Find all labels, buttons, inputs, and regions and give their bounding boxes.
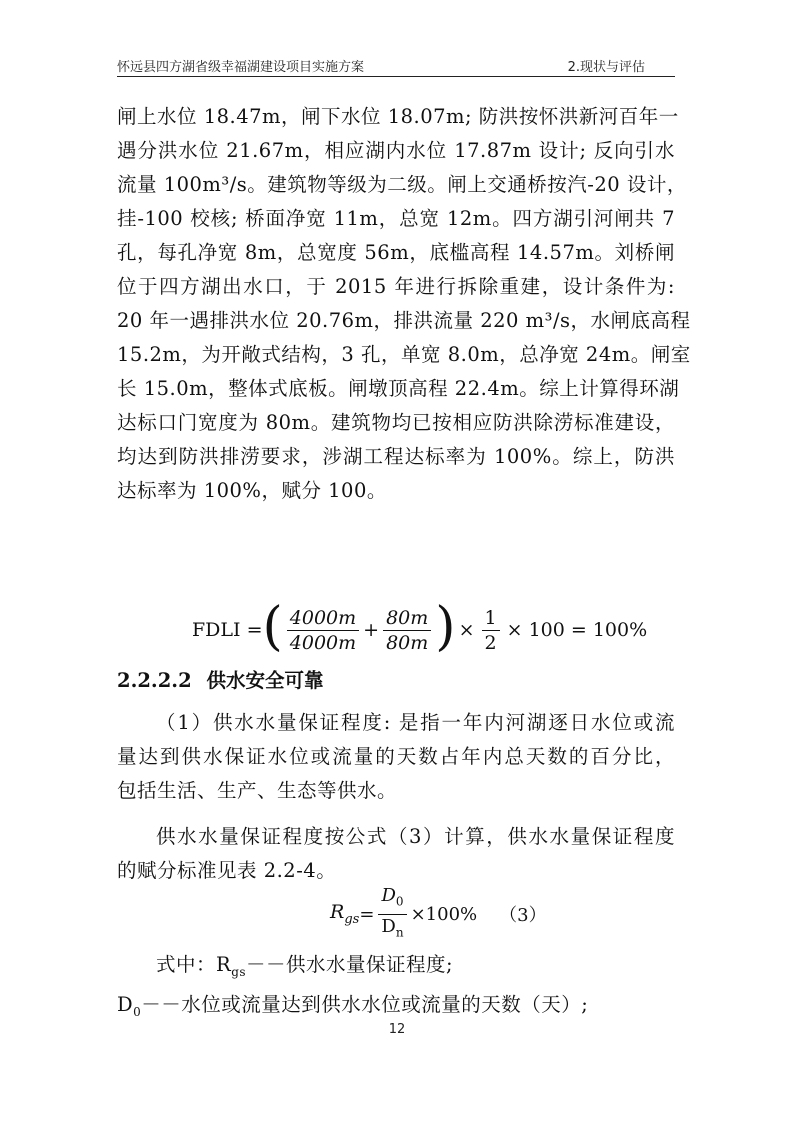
fdli-formula bbox=[192, 597, 648, 660]
text-line: 流量 100m³/s。建筑物等级为二级。闸上交通桥按汽-20 设计， bbox=[117, 173, 687, 196]
paragraph-flood-standards bbox=[117, 100, 691, 508]
formula-lhs: FDLI = bbox=[192, 619, 263, 641]
paragraph-water-supply bbox=[117, 706, 675, 888]
formula-label: （3） bbox=[499, 905, 547, 927]
definition-line: 式中：$R_{gs}--$供水水量保证程度; bbox=[156, 953, 454, 979]
fraction bbox=[383, 606, 431, 655]
left-paren: ( bbox=[262, 597, 283, 657]
header-chapter-title: 2.现状与评估 bbox=[567, 60, 645, 75]
fraction-numerator: 1 bbox=[482, 606, 500, 631]
fraction-numerator: 4000m bbox=[287, 606, 359, 631]
fraction-denominator: 4000m bbox=[289, 631, 357, 654]
plus-sign: + bbox=[363, 619, 380, 641]
rgs-formula bbox=[330, 884, 547, 944]
definition-line: $D_0--$水位或流量达到供水水位或流量的天数（天）; bbox=[117, 993, 589, 1019]
fraction-denominator: 2 bbox=[484, 631, 497, 654]
symbol-definitions bbox=[117, 948, 675, 1022]
fraction bbox=[482, 606, 500, 655]
formula-rest: ×100% bbox=[410, 903, 478, 925]
text-line: 15.2m，为开敞式结构，3 孔，单宽 8.0m，总净宽 24m。闸室 bbox=[117, 343, 691, 366]
text-line: 位于四方湖出水口，于 2015 年进行拆除重建，设计条件为: bbox=[117, 275, 675, 298]
text-line: 的赋分标准见表 2.2-4。 bbox=[117, 859, 337, 882]
page-number: 12 bbox=[388, 1022, 406, 1037]
fraction-denominator: $D_n$ bbox=[381, 915, 404, 940]
right-paren: ) bbox=[435, 597, 456, 657]
times-sign: × bbox=[458, 619, 475, 641]
text-line: （1）供水水量保证程度: 是指一年内河湖逐日水位或流 bbox=[156, 711, 675, 734]
text-line: 20 年一遇排洪水位 20.76m，排洪流量 220 m³/s，水闸底高程 bbox=[117, 309, 691, 332]
equals-sign: = bbox=[359, 903, 375, 925]
header-document-title: 怀远县四方湖省级幸福湖建设项目实施方案 bbox=[117, 60, 365, 75]
section-number: 2.2.2.2 bbox=[117, 669, 192, 692]
text-line: 供水水量保证程度按公式（3）计算，供水水量保证程度 bbox=[156, 825, 675, 848]
text-line: 达标口门宽度为 80m。建筑物均已按相应防洪除涝标准建设， bbox=[117, 411, 675, 434]
text-line: 孔，每孔净宽 8m，总宽度 56m，底槛高程 14.57m。刘桥闸 bbox=[117, 241, 675, 264]
fraction bbox=[287, 606, 359, 655]
fraction bbox=[378, 884, 406, 944]
text-line: 长 15.0m，整体式底板。闸墩顶高程 22.4m。综上计算得环湖 bbox=[117, 377, 680, 400]
text-line: 均达到防洪排涝要求，涉湖工程达标率为 100%。综上，防洪 bbox=[117, 445, 675, 468]
fraction-numerator: $D_0$ bbox=[378, 884, 406, 915]
fraction-denominator: 80m bbox=[386, 631, 429, 654]
section-title: 供水安全可靠 bbox=[206, 669, 324, 692]
formula-rest: × 100 = 100% bbox=[506, 619, 648, 641]
section-heading bbox=[117, 665, 323, 693]
text-line: 遇分洪水位 21.67m，相应湖内水位 17.87m 设计; 反向引水 bbox=[117, 139, 675, 162]
text-line: 闸上水位 18.47m，闸下水位 18.07m; 防洪按怀洪新河百年一 bbox=[117, 105, 679, 128]
page-header bbox=[117, 50, 675, 77]
fraction-numerator: 80m bbox=[383, 606, 431, 631]
text-line: 量达到供水保证水位或流量的天数占年内总天数的百分比， bbox=[117, 745, 675, 768]
text-line: 达标率为 100%，赋分 100。 bbox=[117, 479, 387, 502]
text-line: 包括生活、生产、生态等供水。 bbox=[117, 779, 398, 802]
formula-lhs: $R_{gs}$ bbox=[330, 901, 360, 927]
text-line: 挂-100 校核; 桥面净宽 11m，总宽 12m。四方湖引河闸共 7 bbox=[117, 207, 675, 230]
